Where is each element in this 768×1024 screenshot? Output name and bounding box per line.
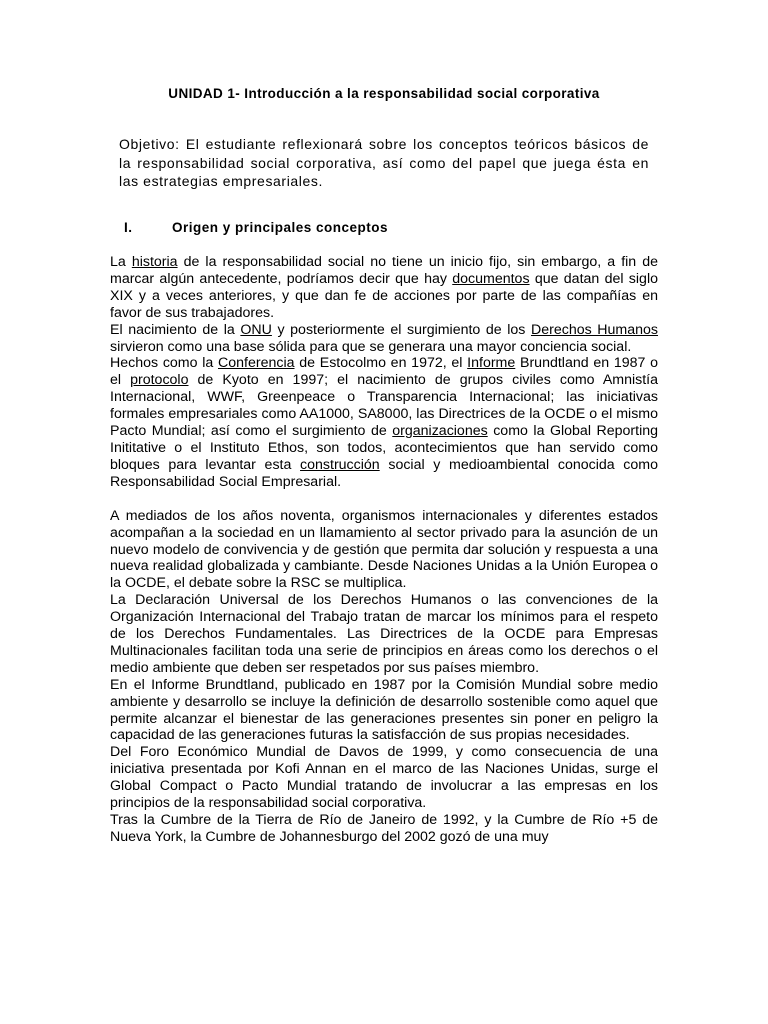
text-run: Brundtland en 1987 o el (110, 355, 659, 389)
text-run: sirvieron como una base sólida para que se generara una mayor conciencia social. (110, 338, 632, 355)
text-run: y posteriormente el surgimiento de los (271, 321, 531, 338)
paragraph-summits: Tras la Cumbre de la Tierra de Río de Janeiro de 1992, y la Cumbre de Río +5 de Nueva York, la Cumbre de Johannesburgo del 2002 gozó de una muy (110, 812, 658, 845)
link-construccion[interactable]: construcción (300, 456, 380, 473)
objective-paragraph: Objetivo: El estudiante reflexionará sobre los conceptos teóricos básicos de la responsabilidad social corporativa, así como del papel que juega ésta en las estrategias empresariales. (119, 136, 649, 189)
paragraph-brundtland: En el Informe Brundtland, publicado en 1987 por la Comisión Mundial sobre medio ambiente y desarrollo se incluye la definición de desarrollo sostenible como aquel que permite alcanzar el bienestar de las generaciones presentes sin poner en peligro la capacidad de las generaciones futuras la satisfacción de sus propias necesidades. (110, 676, 658, 744)
link-onu[interactable]: ONU (240, 321, 272, 338)
section-title: Origen y principales conceptos (172, 220, 389, 235)
text-run: de Estocolmo en 1972, el (294, 355, 468, 372)
link-protocolo[interactable]: protocolo (130, 372, 189, 389)
paragraph-nineties: A mediados de los años noventa, organismos internacionales y diferentes estados acompañan a la sociedad en un llamamiento al sector privado para la asunción de un nuevo modelo de convivencia y de gestión que permita dar solución y respuesta a una nueva realidad globalizada y cambiante. Desde Naciones Unidas a la Unión Europea o la OCDE, el debate sobre la RSC se multiplica. (110, 507, 658, 592)
text-run: El nacimiento de la (110, 321, 241, 338)
text-run: social y medioambiental conocida como Responsabilidad Social Empresarial. (110, 456, 658, 490)
text-run: de la responsabilidad social no tiene un inicio fijo, sin embargo, a fin de marcar algún antecedente, podríamos decir que hay (110, 254, 658, 287)
text-run: como la Global Reporting Inititative o el Instituto Ethos, son todos, acontecimientos que han servido como bloques para levantar esta (110, 423, 659, 473)
link-derechos-humanos[interactable]: Derechos Humanos (530, 321, 659, 338)
paragraph-origins (110, 254, 658, 322)
paragraph-declaration: La Declaración Universal de los Derechos Humanos o las convenciones de la Organización Internacional del Trabajo tratan de marcar los mínimos para el respeto de los Derechos Fundamentales. Las Directrices de la OCDE para Empresas Multinacionales facilitan toda una serie de principios en áreas como los derechos o el medio ambiente que deben ser respetados por sus países miembro. (110, 592, 658, 676)
link-informe[interactable]: Informe (467, 355, 516, 372)
paragraph-davos: Del Foro Económico Mundial de Davos de 1999, y como consecuencia de una iniciativa presentada por Kofi Annan en el marco de las Naciones Unidas, surge el Global Compact o Pacto Mundial tratando de involucrar a las empresas en los principios de la responsabilidad social corporativa. (110, 744, 658, 812)
link-conferencia[interactable]: Conferencia (218, 355, 295, 372)
page-title: UNIDAD 1- Introducción a la responsabilidad social corporativa (168, 86, 600, 101)
text-run: Hechos como la (110, 355, 218, 372)
body-text (110, 254, 658, 846)
text-run: que datan del siglo XIX y a veces anteriores, y que dan fe de acciones por parte de las compañías en favor de sus trabajadores. (110, 270, 658, 321)
section-number: I. (124, 220, 133, 235)
paragraph-onu (110, 322, 658, 356)
paragraph-events (110, 355, 658, 490)
link-organizaciones[interactable]: organizaciones (392, 423, 488, 440)
link-documentos[interactable]: documentos (452, 270, 530, 287)
text-run: de Kyoto en 1997; el nacimiento de grupos civiles como Amnistía Internacional, WWF, Greenpeace o Transparencia Internacional; las iniciativas formales empresariales como AA1000, SA8000, las Directrices de la OCDE o el mismo Pacto Mundial; así como el surgimiento de (110, 372, 659, 440)
link-historia[interactable]: historia (131, 254, 178, 270)
section-heading (124, 219, 644, 237)
text-run: La (110, 254, 132, 270)
